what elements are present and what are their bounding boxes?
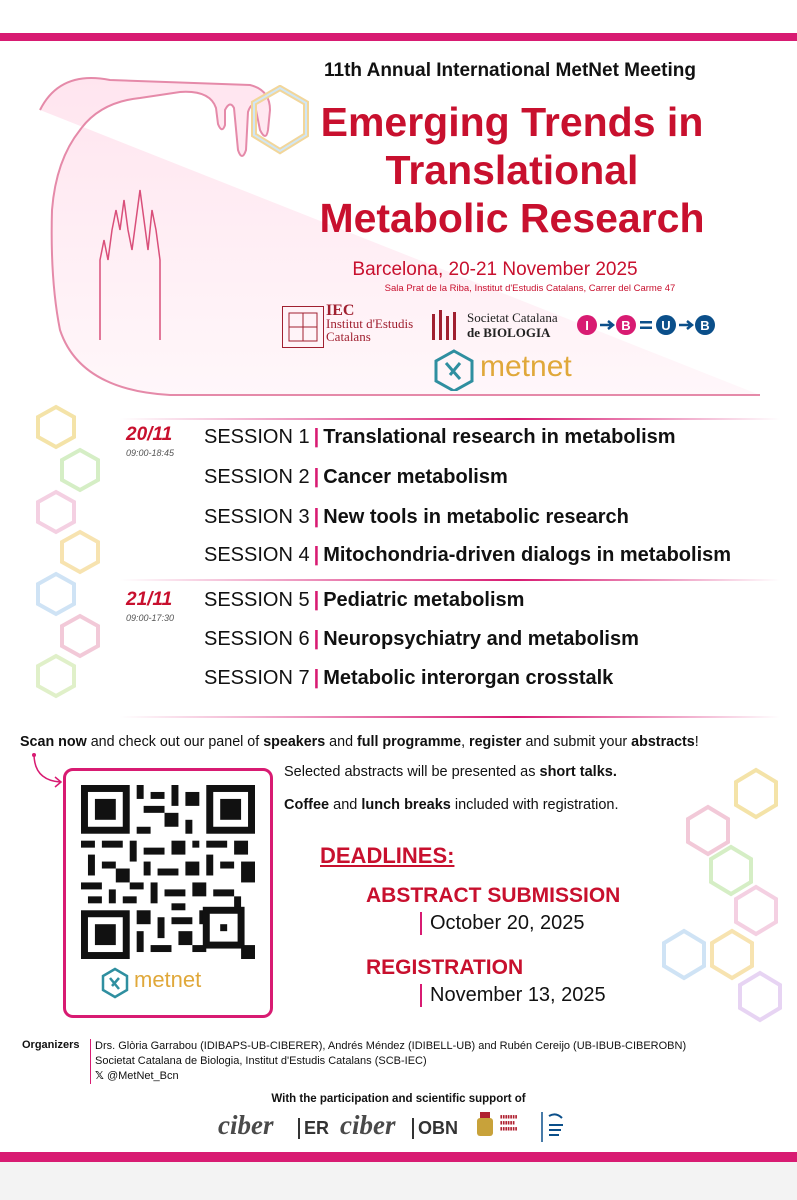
arrow-to-qr-icon (28, 752, 68, 792)
meeting-kicker: 11th Annual International MetNet Meeting (324, 60, 696, 81)
coffee-info (284, 797, 618, 813)
iec-line2: Catalans (326, 329, 371, 344)
cta-text: and submit your (521, 734, 632, 750)
hexagon-column-right (656, 765, 786, 1030)
organizers-line2: Societat Catalana de Biologia, Institut d'Estudis Catalans (SCB-IEC) (95, 1055, 427, 1067)
session-row: SESSION 1 | Translational research in metabolism (204, 426, 676, 448)
program-rule-bottom (120, 716, 780, 718)
spain-coat-of-arms-icon (472, 1110, 498, 1142)
day1-time: 09:00-18:45 (126, 448, 175, 458)
qr-code-image[interactable] (78, 785, 258, 959)
ciber-logo: ciber (218, 1110, 274, 1140)
day1-date: 20/11 (126, 424, 173, 445)
bottom-band (0, 1152, 797, 1162)
scan-cta (20, 734, 790, 750)
ciber-er-label: ER (298, 1118, 329, 1139)
metnet-hexagon-icon (432, 349, 476, 391)
lunch-bold: lunch breaks (361, 797, 451, 813)
session-label: SESSION 1 (204, 426, 310, 448)
iec-abbr: IEC (326, 302, 355, 319)
hexagon-column-left (34, 402, 104, 702)
cta-text: and (325, 734, 358, 750)
iec-logo-text (326, 304, 413, 343)
twitter-handle[interactable]: @MetNet_Bcn (106, 1070, 179, 1082)
session-label: SESSION 5 (204, 589, 310, 611)
scb-line2: de BIOLOGIA (467, 325, 551, 340)
ministry-logo: ▮▮▮▮▮▮▮ ▮▮▮▮▮▮ ▮▮▮▮▮▮▮ (500, 1114, 518, 1131)
session-row: SESSION 4 | Mitochondria-driven dialogs in metabolism (204, 544, 732, 566)
date-place: Barcelona, 20-21 November 2025 (352, 259, 638, 280)
session-title: New tools in metabolic research (323, 506, 629, 528)
svg-text:B: B (700, 318, 710, 333)
registration-deadline-label: REGISTRATION (366, 956, 524, 979)
session-title: Mitochondria-driven dialogs in metabolism (323, 544, 732, 566)
metnet-hexagon-icon (100, 967, 130, 999)
svg-text:B: B (621, 318, 631, 333)
abstracts-info (284, 764, 617, 780)
support-logos (218, 1110, 598, 1144)
support-heading: With the participation and scientific support of (271, 1093, 526, 1105)
abstract-deadline-label: ABSTRACT SUBMISSION (366, 884, 621, 907)
session-row: SESSION 6 | Neuropsychiatry and metabolism (204, 628, 639, 650)
session-label: SESSION 7 (204, 667, 310, 689)
session-row: SESSION 2 | Cancer metabolism (204, 466, 508, 488)
session-label: SESSION 2 (204, 466, 310, 488)
scb-line1: Societat Catalana (467, 310, 558, 325)
isciii-logo-icon (540, 1110, 570, 1144)
abstracts-text: Selected abstracts will be presented as (284, 764, 540, 780)
ciber-obn-label: OBN (412, 1118, 458, 1139)
coffee-bold: Coffee (284, 797, 330, 813)
title-line-2: Translational (385, 147, 639, 193)
session-title: Metabolic interorgan crosstalk (323, 667, 614, 689)
coffee-text: included with registration. (450, 797, 619, 813)
session-title: Neuropsychiatry and metabolism (323, 628, 639, 650)
scb-logo-text (467, 310, 558, 340)
session-title: Pediatric metabolism (323, 589, 525, 611)
svg-text:U: U (661, 318, 671, 333)
metnet-wordmark: metnet (480, 350, 572, 383)
top-band (0, 33, 797, 41)
session-row: SESSION 5 | Pediatric metabolism (204, 589, 525, 611)
deadlines-heading: DEADLINES: (320, 843, 455, 868)
session-title: Cancer metabolism (323, 466, 508, 488)
session-label: SESSION 3 (204, 506, 310, 528)
coffee-text: and (329, 797, 362, 813)
cta-text: ! (694, 734, 699, 750)
abstracts-bold: short talks. (539, 764, 617, 780)
venue: Sala Prat de la Riba, Institut d'Estudis Catalans, Carrer del Carme 47 (384, 283, 676, 294)
session-label: SESSION 6 (204, 628, 310, 650)
program-rule-middle (120, 579, 780, 581)
session-row: SESSION 3 | New tools in metabolic research (204, 506, 629, 528)
session-row: SESSION 7 | Metabolic interorgan crosstalk (204, 667, 614, 689)
cta-scan-now: Scan now (20, 734, 87, 750)
scb-mark-icon (430, 310, 460, 340)
day2-time: 09:00-17:30 (126, 613, 175, 623)
day2-date: 21/11 (126, 589, 173, 610)
abstract-deadline-date: October 20, 2025 (420, 912, 585, 935)
ibub-logo (576, 313, 726, 337)
organizers-list (90, 1039, 686, 1084)
svg-text:I: I (585, 318, 589, 333)
cta-speakers: speakers (263, 734, 326, 750)
cta-abstracts: abstracts (631, 734, 695, 750)
iec-line1: Institut d'Estudis (326, 316, 414, 331)
cta-register: register (469, 734, 522, 750)
organizers-line1: Drs. Glòria Garrabou (IDIBAPS-UB-CIBERER), Andrés Méndez (IDIBELL-UB) and Rubén Cereijo (UB-IBUB-CIBEROBN) (95, 1040, 687, 1052)
qr-code-card[interactable] (63, 768, 273, 1018)
ciber-logo: ciber (340, 1110, 396, 1140)
x-logo-icon: 𝕏 (95, 1070, 104, 1082)
qr-metnet-wordmark: metnet (134, 967, 202, 992)
cta-text: and check out our panel of (86, 734, 264, 750)
organizers-label: Organizers (22, 1039, 80, 1051)
title-line-3: Metabolic Research (319, 195, 705, 241)
program-rule-top (120, 418, 780, 420)
footer-strip (0, 1162, 797, 1200)
session-title: Translational research in metabolism (323, 426, 676, 448)
registration-deadline-date: November 13, 2025 (420, 984, 606, 1007)
title-line-1: Emerging Trends in (320, 99, 704, 145)
page-title (262, 98, 762, 242)
cta-full-programme: full programme (357, 734, 462, 750)
iec-seal-logo (282, 306, 324, 348)
cta-text: , (461, 734, 470, 750)
session-label: SESSION 4 (204, 544, 310, 566)
organizers-social[interactable] (95, 1069, 686, 1084)
